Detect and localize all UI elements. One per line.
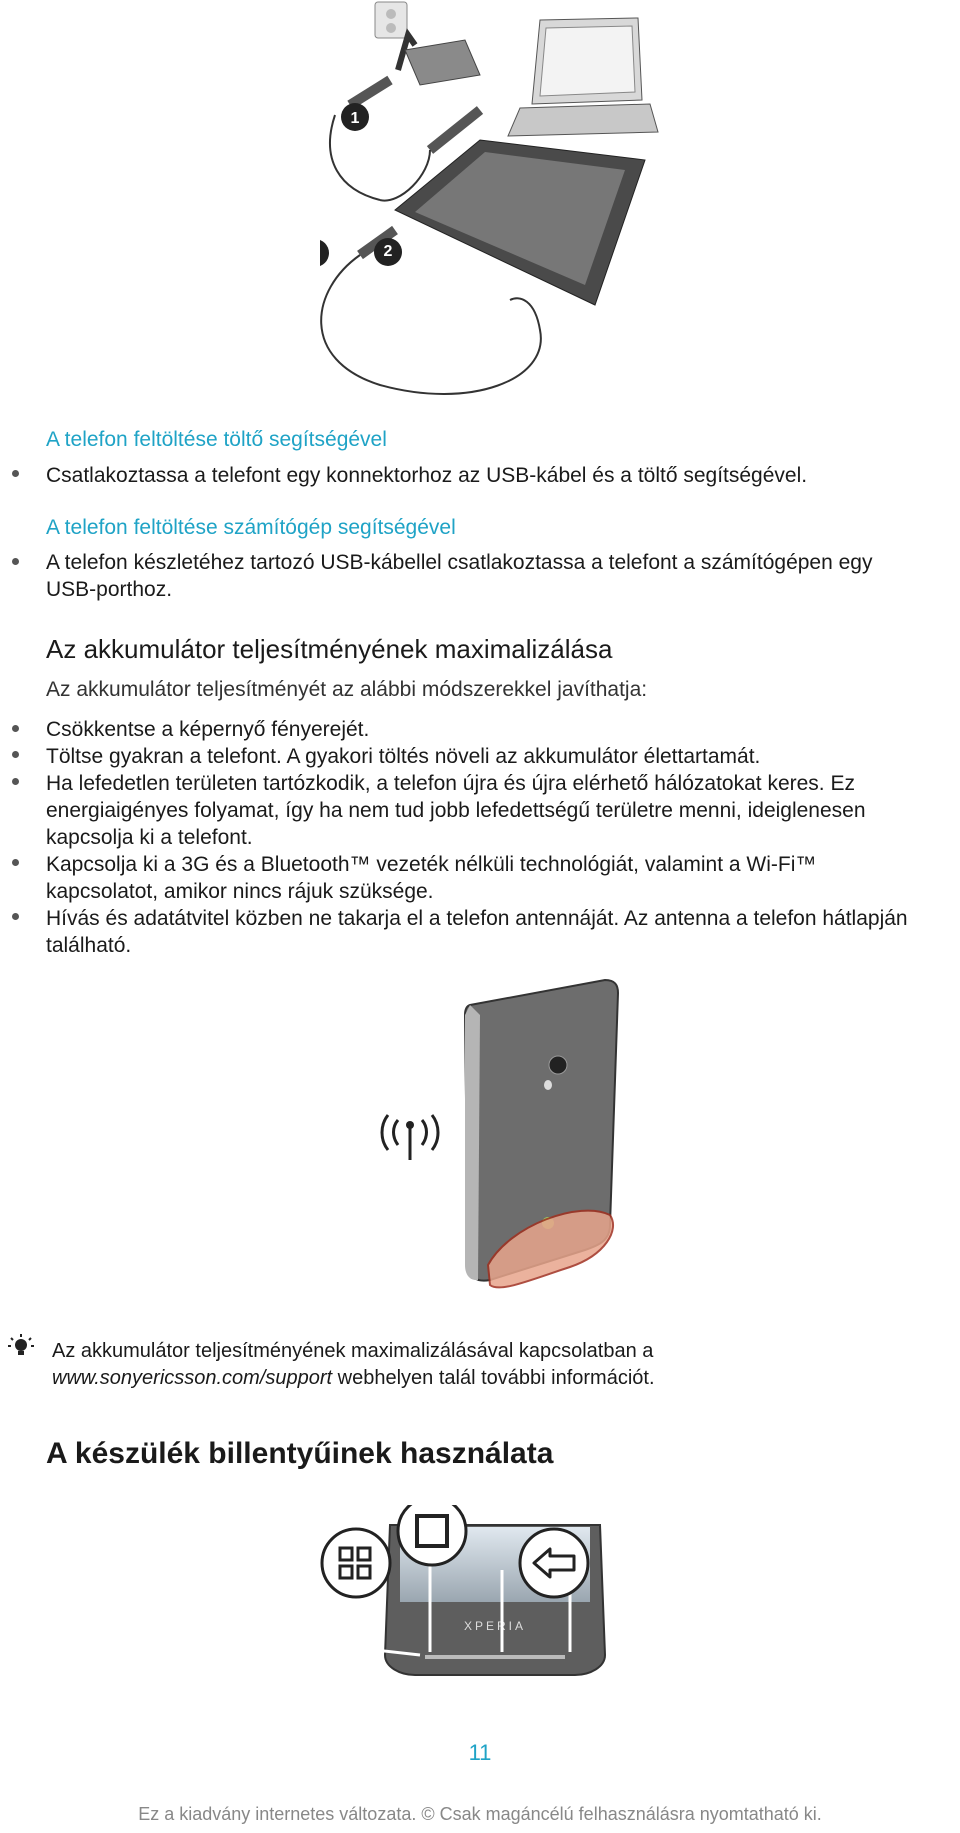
callout-1-label: 1 [350, 110, 360, 127]
antenna-illustration [370, 975, 630, 1315]
callout-2: 2 [374, 238, 402, 266]
page-number: 11 [468, 1740, 492, 1765]
charging-illustration [320, 0, 660, 400]
back-key[interactable] [520, 1529, 588, 1597]
section-charger-bullet: Csatlakoztassa a telefont egy konnektorhoz az USB-kábel és a töltő segítségével. [46, 464, 808, 487]
battery-bullet-4: Kapcsolja ki a 3G és a Bluetooth™ vezeték nélküli technológiát, valamint a Wi-Fi™ kapcsolatot, amikor nincs rájuk szüksége. [46, 853, 817, 903]
battery-bullet-2: Töltse gyakran a telefont. A gyakori töltés növeli az akkumulátor élettartamát. [46, 745, 761, 768]
footer-text: Ez a kiadvány internetes változata. © Csak magáncélú felhasználásra nyomtatható ki. [138, 1804, 822, 1824]
tip-support-link[interactable]: www.sonyericsson.com/support [52, 1367, 333, 1389]
section-keys-title: A készülék billentyűinek használata [46, 1437, 554, 1470]
keys-illustration [320, 1505, 660, 1685]
section-computer-title: A telefon feltöltése számítógép segítségével [46, 516, 456, 539]
phone-brand: XPERIA [463, 1619, 527, 1633]
tip-text-after: webhelyen talál további információt. [332, 1367, 655, 1389]
section-charger-title: A telefon feltöltése töltő segítségével [46, 428, 387, 451]
tip-text-before: Az akkumulátor teljesítményének maximalizálásával kapcsolatban a [52, 1340, 654, 1362]
lightbulb-icon [6, 1332, 36, 1362]
phone-icon [395, 140, 645, 305]
tip-text [52, 1338, 932, 1392]
antenna-signal-icon [382, 1115, 438, 1160]
battery-bullet-3: Ha lefedetlen területen tartózkodik, a telefon újra és újra elérhető hálózatokat keres. Ez energiaigényes folyamat, így ha nem tud jobb lefedettségű területre menni, ideiglenesen kapcsolja ki a telefont. [46, 772, 866, 849]
section-computer-bullet: A telefon készletéhez tartozó USB-kábellel csatlakoztassa a telefont a számítógépen egy USB-porthoz. [46, 551, 873, 601]
battery-bullet-5: Hívás és adatátvitel közben ne takarja el a telefon antennáját. Az antenna a telefon hátlapján található. [46, 907, 908, 957]
section-battery-intro: Az akkumulátor teljesítményét az alábbi módszerekkel javíthatja: [46, 678, 648, 701]
section-battery-title: Az akkumulátor teljesítményének maximalizálása [46, 634, 613, 664]
home-key[interactable] [398, 1505, 466, 1565]
laptop-icon [508, 18, 658, 136]
menu-key[interactable] [322, 1529, 390, 1597]
battery-bullet-1: Csökkentse a képernyő fényerejét. [46, 718, 370, 741]
